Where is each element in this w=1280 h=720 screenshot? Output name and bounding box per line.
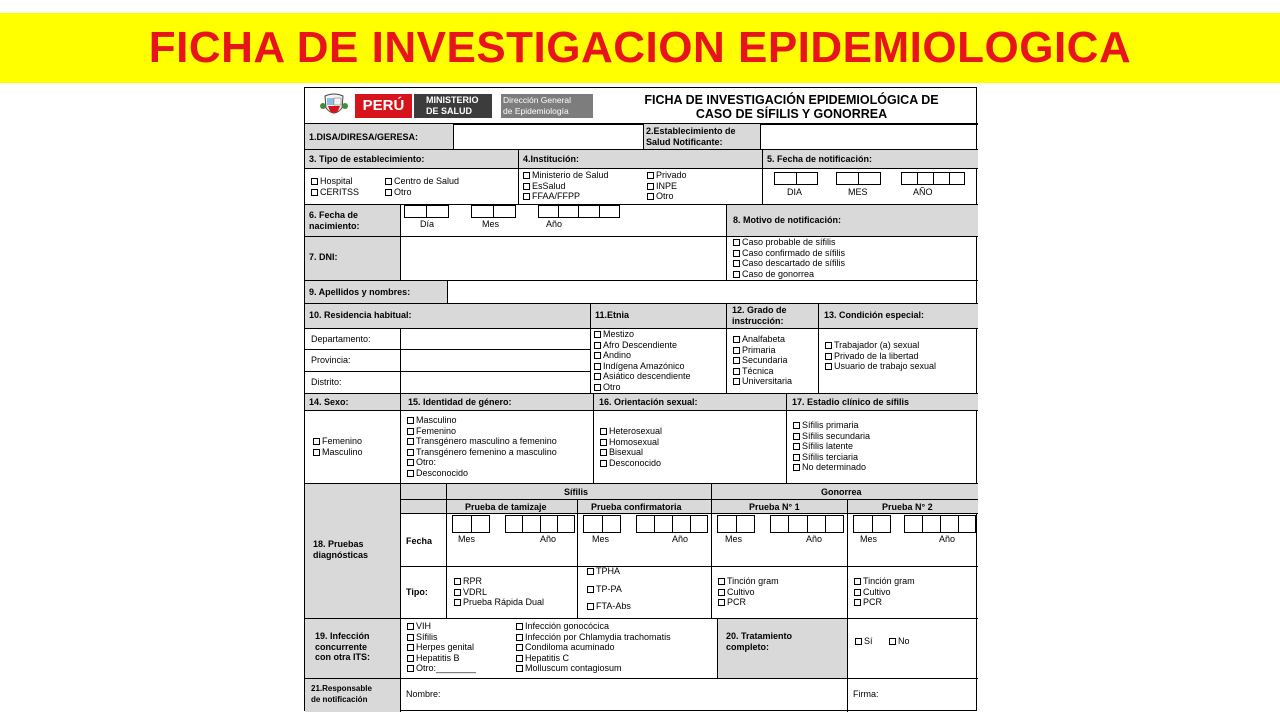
prueba-rapida-label: Prueba Rápida Dual — [463, 597, 545, 607]
tratamiento-no-label: No — [898, 636, 910, 646]
ceritss-checkbox[interactable] — [311, 189, 318, 196]
sifilis-latente-checkbox[interactable] — [793, 443, 800, 450]
id-desconocido-checkbox[interactable] — [407, 470, 414, 477]
ministerio-logo — [414, 94, 492, 118]
trans-mf-label: Transgénero masculino a femenino — [416, 436, 557, 446]
etnia-label: 11.Etnia — [595, 310, 630, 320]
p2-cultivo-label: Cultivo — [863, 586, 891, 597]
privado-checkbox[interactable] — [647, 172, 654, 179]
motivo-options — [733, 237, 845, 279]
tipo-pruebas-label: Tipo: — [406, 587, 428, 597]
establecimiento-label-2: Salud Notificante: — [646, 136, 723, 147]
tratamiento-no-checkbox[interactable] — [889, 638, 896, 645]
form-title-line-1: FICHA DE INVESTIGACIÓN EPIDEMIOLÓGICA DE — [644, 93, 939, 107]
tratamiento-si-label: Sí — [864, 636, 873, 646]
p2-pcr-checkbox[interactable] — [854, 599, 861, 606]
firma-label: Firma: — [853, 689, 879, 699]
sexo-label: 14. Sexo: — [309, 397, 349, 407]
universitaria-checkbox[interactable] — [733, 378, 740, 385]
analfabeta-label: Analfabeta — [742, 334, 786, 344]
otro-etnia-label: Otro — [603, 381, 621, 392]
rpr-label: RPR — [463, 576, 483, 586]
confirmatoria-header: Prueba confirmatoria — [591, 502, 682, 512]
or-desconocido-checkbox[interactable] — [600, 460, 607, 467]
etnia-options — [594, 329, 691, 392]
usuario-trabajo-sexual-checkbox[interactable] — [825, 363, 832, 370]
femenino-checkbox[interactable] — [313, 438, 320, 445]
sifilis-primaria-label: Sífilis primaria — [802, 420, 859, 430]
infeccion-options-2 — [516, 621, 671, 674]
id-masculino-label: Masculino — [416, 415, 457, 425]
sifilis-terciaria-label: Sífilis terciaria — [802, 451, 859, 462]
inf-sifilis-checkbox[interactable] — [407, 634, 414, 641]
institucion-options — [523, 170, 609, 202]
analfabeta-checkbox[interactable] — [733, 336, 740, 343]
epidemiological-form — [304, 87, 977, 711]
fta-abs-label: FTA-Abs — [596, 601, 631, 611]
nombre-label: Nombre: — [406, 689, 441, 699]
vdrl-label: VDRL — [463, 586, 488, 597]
identidad-genero-label: 15. Identidad de género: — [408, 397, 512, 407]
privado-libertad-checkbox[interactable] — [825, 353, 832, 360]
estadio-options — [793, 420, 870, 473]
establecimiento-label-cell — [643, 124, 761, 149]
distrito-label: Distrito: — [311, 377, 342, 387]
tecnica-label: Técnica — [742, 365, 774, 376]
indigena-label: Indígena Amazónico — [603, 360, 685, 371]
confirmatoria-mes-label: Mes — [592, 534, 610, 544]
tpha-label: TPHA — [596, 566, 621, 576]
hepatitis-c-checkbox[interactable] — [516, 655, 523, 662]
estadio-clinico-label: 17. Estadio clínico de sífilis — [792, 397, 910, 407]
condicion-especial-label: 13. Condición especial: — [824, 310, 925, 320]
caso-descartado-label: Caso descartado de sífilis — [742, 258, 846, 268]
id-desconocido-label: Desconocido — [416, 467, 469, 478]
caso-gonorrea-label: Caso de gonorrea — [742, 268, 815, 279]
minsa-label: Ministerio de Salud — [532, 170, 609, 180]
chlamydia-checkbox[interactable] — [516, 634, 523, 641]
sifilis-latente-label: Sífilis latente — [802, 441, 854, 451]
establecimiento-label-1: 2.Establecimiento de — [646, 126, 736, 136]
secundaria-label: Secundaria — [742, 355, 788, 365]
prueba1-mes-label: Mes — [725, 534, 743, 544]
id-femenino-checkbox[interactable] — [407, 428, 414, 435]
otro-establecimiento-checkbox[interactable] — [385, 189, 392, 196]
tamizaje-options — [454, 576, 544, 608]
tecnica-checkbox[interactable] — [733, 368, 740, 375]
dia-label: DIA — [787, 187, 803, 197]
fecha-nacimiento-label-1: 6. Fecha de — [309, 210, 359, 220]
form-title — [605, 93, 978, 121]
pruebas-label-1: 18. Pruebas — [313, 539, 364, 549]
identidad-options — [407, 415, 557, 478]
otro-institucion-label: Otro — [656, 191, 674, 201]
tpha-checkbox[interactable] — [587, 568, 594, 575]
homosexual-label: Homosexual — [609, 436, 660, 447]
prueba1-header: Prueba N° 1 — [749, 502, 800, 512]
apellidos-nombres-field[interactable] — [448, 281, 978, 303]
prueba2-header: Prueba N° 2 — [882, 502, 933, 512]
page-title: FICHA DE INVESTIGACION EPIDEMIOLOGICA — [148, 23, 1132, 72]
inf-otro-label: Otro:________ — [416, 663, 477, 673]
infeccion-label-2: concurrente — [315, 641, 368, 652]
prueba1-anio-label: Año — [806, 534, 823, 544]
andino-label: Andino — [603, 350, 632, 360]
pruebas-label-2: diagnósticas — [313, 549, 369, 560]
direccion-line-1: Dirección General — [503, 95, 572, 105]
inpe-label: INPE — [656, 180, 678, 191]
asiatico-label: Asiático descendiente — [603, 371, 691, 381]
heterosexual-checkbox[interactable] — [600, 428, 607, 435]
provincia-field[interactable] — [401, 350, 590, 371]
tipo-establecimiento-options-2 — [385, 176, 459, 197]
establecimiento-field[interactable] — [761, 124, 978, 149]
id-otro-checkbox[interactable] — [407, 459, 414, 466]
gonococica-label: Infección gonocócica — [525, 621, 610, 631]
confirmatoria-options — [587, 566, 631, 612]
andino-checkbox[interactable] — [594, 352, 601, 359]
tipo-establecimiento-label: 3. Tipo de establecimiento: — [309, 154, 425, 164]
centro-salud-checkbox[interactable] — [385, 178, 392, 185]
infeccion-label-1: 19. Infección — [315, 631, 370, 641]
grado-instruccion-label — [732, 305, 787, 326]
molluscum-label: Molluscum contagiosum — [525, 663, 622, 673]
infeccion-options-1 — [407, 621, 476, 674]
trans-fm-label: Transgénero femenino a masculino — [416, 446, 557, 457]
orientacion-options — [600, 426, 662, 468]
trans-fm-checkbox[interactable] — [407, 449, 414, 456]
bisexual-label: Bisexual — [609, 447, 644, 457]
caso-confirmado-label: Caso confirmado de sífilis — [742, 247, 846, 258]
p2-tincion-label: Tinción gram — [863, 576, 915, 586]
id-masculino-checkbox[interactable] — [407, 417, 414, 424]
pruebas-label-cell — [305, 484, 400, 618]
fta-abs-checkbox[interactable] — [587, 603, 594, 610]
privado-libertad-label: Privado de la libertad — [834, 350, 919, 361]
caso-probable-checkbox[interactable] — [733, 239, 740, 246]
ffaa-label: FFAA/FFPP — [532, 191, 581, 201]
herpes-label: Herpes genital — [416, 642, 475, 652]
mestizo-label: Mestizo — [603, 329, 635, 339]
p1-cultivo-checkbox[interactable] — [718, 589, 725, 596]
hepatitis-c-label: Hepatitis C — [525, 652, 570, 663]
p2-tincion-checkbox[interactable] — [854, 578, 861, 585]
infeccion-label-3: con otra ITS: — [315, 652, 371, 662]
trabajador-sexual-checkbox[interactable] — [825, 342, 832, 349]
tamizaje-mes-label: Mes — [458, 534, 476, 544]
peru-label: PERÚ — [362, 96, 405, 114]
condiloma-label: Condiloma acuminado — [525, 642, 615, 652]
tratamiento-options — [855, 636, 910, 647]
grado-instruccion-label-1: 12. Grado de — [732, 305, 787, 315]
mestizo-checkbox[interactable] — [594, 331, 601, 338]
tamizaje-anio-label: Año — [540, 534, 557, 544]
departamento-label: Departamento: — [311, 334, 371, 344]
homosexual-checkbox[interactable] — [600, 439, 607, 446]
institucion-label: 4.Institución: — [523, 154, 579, 164]
sifilis-secundaria-checkbox[interactable] — [793, 433, 800, 440]
tratamiento-label-1: 20. Tratamiento — [726, 631, 793, 641]
minsa-checkbox[interactable] — [523, 172, 530, 179]
vih-label: VIH — [416, 621, 432, 631]
caso-confirmado-checkbox[interactable] — [733, 250, 740, 257]
prueba2-mes-label: Mes — [860, 534, 878, 544]
fecha-pruebas-label: Fecha — [406, 536, 433, 546]
ffaa-checkbox[interactable] — [523, 193, 530, 200]
distrito-field[interactable] — [401, 372, 590, 393]
firma-field[interactable] — [885, 681, 975, 709]
anio-nacimiento-label: Año — [546, 219, 563, 229]
no-determinado-checkbox[interactable] — [793, 464, 800, 471]
masculino-label: Masculino — [322, 446, 363, 457]
sifilis-header: Sífilis — [564, 487, 589, 497]
prueba2-options — [854, 576, 915, 608]
responsable-label-2: de notificación — [311, 694, 368, 704]
departamento-field[interactable] — [401, 329, 590, 349]
fecha-notificacion-label: 5. Fecha de notificación: — [767, 154, 873, 164]
fecha-nacimiento-label-2: nacimiento: — [309, 220, 360, 231]
otro-etnia-checkbox[interactable] — [594, 384, 601, 391]
direccion-logo — [501, 94, 593, 118]
primaria-checkbox[interactable] — [733, 347, 740, 354]
p1-pcr-checkbox[interactable] — [718, 599, 725, 606]
p1-tincion-checkbox[interactable] — [718, 578, 725, 585]
peru-logo — [355, 94, 412, 118]
heterosexual-label: Heterosexual — [609, 426, 663, 436]
nombre-field[interactable] — [450, 681, 845, 709]
p2-pcr-label: PCR — [863, 597, 883, 607]
essalud-label: EsSalud — [532, 180, 566, 191]
tratamiento-label-2: completo: — [726, 641, 770, 652]
masculino-checkbox[interactable] — [313, 449, 320, 456]
ceritss-label: CERITSS — [320, 186, 360, 197]
form-title-line-2: CASO DE SÍFILIS Y GONORREA — [695, 107, 888, 121]
privado-label: Privado — [656, 170, 687, 180]
herpes-checkbox[interactable] — [407, 644, 414, 651]
responsable-label-1: 21.Responsable — [311, 684, 372, 693]
condiloma-checkbox[interactable] — [516, 644, 523, 651]
sexo-options — [313, 436, 363, 457]
bisexual-checkbox[interactable] — [600, 449, 607, 456]
caso-gonorrea-checkbox[interactable] — [733, 271, 740, 278]
fecha-nacimiento-label-cell — [305, 205, 400, 236]
infeccion-label-cell — [305, 619, 400, 678]
provincia-label: Provincia: — [311, 355, 351, 365]
vih-checkbox[interactable] — [407, 623, 414, 630]
tppa-checkbox[interactable] — [587, 586, 594, 593]
p1-cultivo-label: Cultivo — [727, 586, 755, 597]
ministerio-line-2: DE SALUD — [426, 106, 473, 116]
grado-instruccion-label-2: instrucción: — [732, 315, 784, 326]
tratamiento-si-checkbox[interactable] — [855, 638, 862, 645]
hospital-label: Hospital — [320, 176, 353, 186]
apellidos-nombres-label: 9. Apellidos y nombres: — [309, 287, 411, 297]
mes-label: MES — [848, 187, 868, 197]
dni-label: 7. DNI: — [309, 252, 338, 262]
sifilis-secundaria-label: Sífilis secundaria — [802, 430, 871, 441]
title-banner — [0, 13, 1280, 83]
institucion-options-2 — [647, 170, 687, 202]
orientacion-sexual-label: 16. Orientación sexual: — [599, 397, 698, 407]
ministerio-line-1: MINISTERIO — [426, 95, 479, 105]
gonococica-checkbox[interactable] — [516, 623, 523, 630]
inf-sifilis-label: Sífilis — [416, 631, 438, 642]
essalud-checkbox[interactable] — [523, 183, 530, 190]
confirmatoria-anio-label: Año — [672, 534, 689, 544]
or-desconocido-label: Desconocido — [609, 457, 662, 468]
afro-checkbox[interactable] — [594, 342, 601, 349]
sifilis-primaria-checkbox[interactable] — [793, 422, 800, 429]
condicion-options — [825, 340, 936, 372]
trabajador-sexual-label: Trabajador (a) sexual — [834, 340, 920, 350]
asiatico-checkbox[interactable] — [594, 373, 601, 380]
otro-institucion-checkbox[interactable] — [647, 193, 654, 200]
hospital-checkbox[interactable] — [311, 178, 318, 185]
molluscum-checkbox[interactable] — [516, 665, 523, 672]
tratamiento-label-cell — [718, 619, 847, 678]
mes-nacimiento-label: Mes — [482, 219, 500, 229]
secundaria-checkbox[interactable] — [733, 357, 740, 364]
caso-probable-label: Caso probable de sífilis — [742, 237, 836, 247]
direccion-line-2: de Epidemiología — [503, 106, 569, 116]
anio-nacimiento-boxes[interactable] — [538, 205, 620, 218]
vdrl-checkbox[interactable] — [454, 589, 461, 596]
caso-descartado-checkbox[interactable] — [733, 260, 740, 267]
tipo-establecimiento-options — [311, 176, 359, 197]
anio-label: AÑO — [913, 187, 933, 197]
p1-tincion-label: Tinción gram — [727, 576, 779, 586]
coat-of-arms-icon — [319, 92, 349, 120]
primaria-label: Primaria — [742, 344, 776, 355]
inf-otro-checkbox[interactable] — [407, 665, 414, 672]
universitaria-label: Universitaria — [742, 376, 793, 386]
otro-establecimiento-label: Otro — [394, 186, 412, 197]
prueba-rapida-checkbox[interactable] — [454, 599, 461, 606]
usuario-trabajo-sexual-label: Usuario de trabajo sexual — [834, 361, 937, 371]
disa-field[interactable] — [453, 124, 643, 149]
femenino-label: Femenino — [322, 436, 363, 446]
gonorrea-header: Gonorrea — [821, 487, 862, 497]
id-femenino-label: Femenino — [416, 425, 457, 436]
trans-mf-checkbox[interactable] — [407, 438, 414, 445]
id-otro-label: Otro: — [416, 457, 437, 467]
tamizaje-header: Prueba de tamizaje — [465, 502, 547, 512]
tppa-label: TP-PA — [596, 583, 622, 594]
residencia-label: 10. Residencia habitual: — [309, 310, 412, 320]
hepatitis-b-label: Hepatitis B — [416, 652, 460, 663]
inpe-checkbox[interactable] — [647, 183, 654, 190]
dia-nacimiento-label: Día — [420, 219, 435, 229]
dni-field[interactable] — [401, 237, 726, 280]
indigena-checkbox[interactable] — [594, 363, 601, 370]
grado-options — [733, 334, 792, 387]
prueba2-anio-label: Año — [939, 534, 956, 544]
centro-salud-label: Centro de Salud — [394, 176, 460, 186]
rpr-checkbox[interactable] — [454, 578, 461, 585]
chlamydia-label: Infección por Chlamydia trachomatis — [525, 631, 671, 642]
p2-cultivo-checkbox[interactable] — [854, 589, 861, 596]
afro-label: Afro Descendiente — [603, 339, 678, 350]
hepatitis-b-checkbox[interactable] — [407, 655, 414, 662]
p1-pcr-label: PCR — [727, 597, 747, 607]
responsable-label-cell — [305, 679, 400, 712]
disa-label: 1.DISA/DIRESA/GERESA: — [309, 132, 419, 142]
prueba1-options — [718, 576, 779, 608]
sifilis-terciaria-checkbox[interactable] — [793, 454, 800, 461]
no-determinado-label: No determinado — [802, 462, 867, 472]
motivo-notificacion-label: 8. Motivo de notificación: — [733, 215, 842, 225]
